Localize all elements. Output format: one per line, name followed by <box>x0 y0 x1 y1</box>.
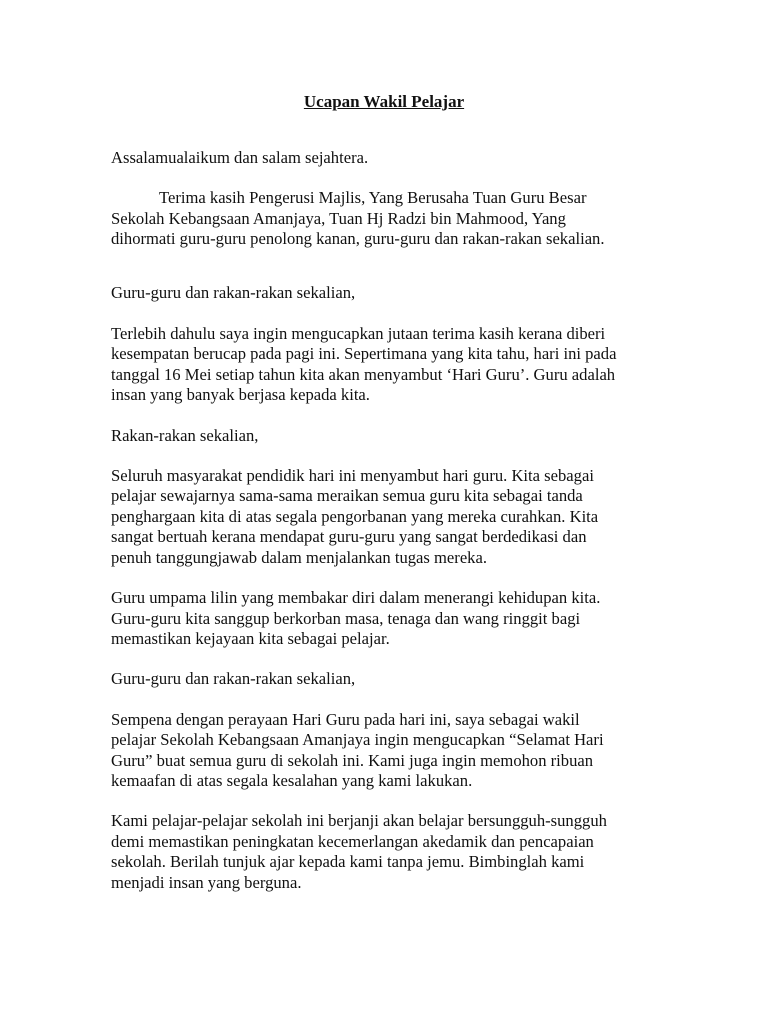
text-line: Guru-guru dan rakan-rakan sekalian, <box>111 669 356 689</box>
paragraph-acknowledgement <box>111 188 656 249</box>
paragraph-candle <box>111 588 656 649</box>
text-line: insan yang banyak berjasa kepada kita. <box>111 385 370 405</box>
paragraph-celebration <box>111 466 656 568</box>
paragraph-pledge <box>111 811 656 893</box>
text-line: demi memastikan peningkatan kecemerlangan akedamik dan pencapaian <box>111 831 594 851</box>
text-line: Guru” buat semua guru di sekolah ini. Kami juga ingin memohon ribuan <box>111 750 594 770</box>
text-line: penuh tanggungjawab dalam menjalankan tugas mereka. <box>111 547 487 567</box>
paragraph-opening <box>111 324 656 406</box>
text-line: penghargaan kita di atas segala pengorbanan yang mereka curahkan. Kita <box>111 506 599 526</box>
text-line: Terima kasih Pengerusi Majlis, Yang Berusaha Tuan Guru Besar <box>159 188 587 208</box>
paragraph-salutation-3 <box>111 669 656 689</box>
text-line: kesempatan berucap pada pagi ini. Sepertimana yang kita tahu, hari ini pada <box>111 344 617 364</box>
text-line: Guru umpama lilin yang membakar diri dalam menerangi kehidupan kita. <box>111 588 601 608</box>
paragraph-salutation-2 <box>111 426 656 446</box>
text-line: Terlebih dahulu saya ingin mengucapkan jutaan terima kasih kerana diberi <box>111 324 606 344</box>
text-line: Sempena dengan perayaan Hari Guru pada hari ini, saya sebagai wakil <box>111 709 580 729</box>
text-line: sangat bertuah kerana mendapat guru-guru yang sangat berdedikasi dan <box>111 527 587 547</box>
text-line: pelajar sewajarnya sama-sama meraikan semua guru kita sebagai tanda <box>111 486 583 506</box>
text-line: Sekolah Kebangsaan Amanjaya, Tuan Hj Radzi bin Mahmood, Yang <box>111 208 566 228</box>
text-line: pelajar Sekolah Kebangsaan Amanjaya ingin mengucapkan “Selamat Hari <box>111 730 604 750</box>
text-line: Guru-guru kita sanggup berkorban masa, tenaga dan wang ringgit bagi <box>111 608 581 628</box>
paragraph-salutation-1 <box>111 283 656 303</box>
text-line: Seluruh masyarakat pendidik hari ini menyambut hari guru. Kita sebagai <box>111 466 594 486</box>
document-title: Ucapan Wakil Pelajar <box>303 92 465 111</box>
text-line: kemaafan di atas segala kesalahan yang kami lakukan. <box>111 770 473 790</box>
text-line: sekolah. Berilah tunjuk ajar kepada kami tanpa jemu. Bimbinglah kami <box>111 852 585 872</box>
text-line: tanggal 16 Mei setiap tahun kita akan menyambut ‘Hari Guru’. Guru adalah <box>111 364 616 384</box>
text-line: Guru-guru dan rakan-rakan sekalian, <box>111 282 356 302</box>
text-line: Kami pelajar-pelajar sekolah ini berjanji akan belajar bersungguh-sungguh <box>111 811 607 831</box>
document-body <box>111 148 656 893</box>
paragraph-wishes <box>111 710 656 792</box>
text-line: memastikan kejayaan kita sebagai pelajar. <box>111 628 390 648</box>
text-line: Assalamualaikum dan salam sejahtera. <box>111 148 369 167</box>
text-line: menjadi insan yang berguna. <box>111 872 302 892</box>
paragraph-greeting <box>111 148 656 168</box>
text-line: Rakan-rakan sekalian, <box>111 425 259 445</box>
text-line: dihormati guru-guru penolong kanan, guru-guru dan rakan-rakan sekalian. <box>111 229 605 249</box>
